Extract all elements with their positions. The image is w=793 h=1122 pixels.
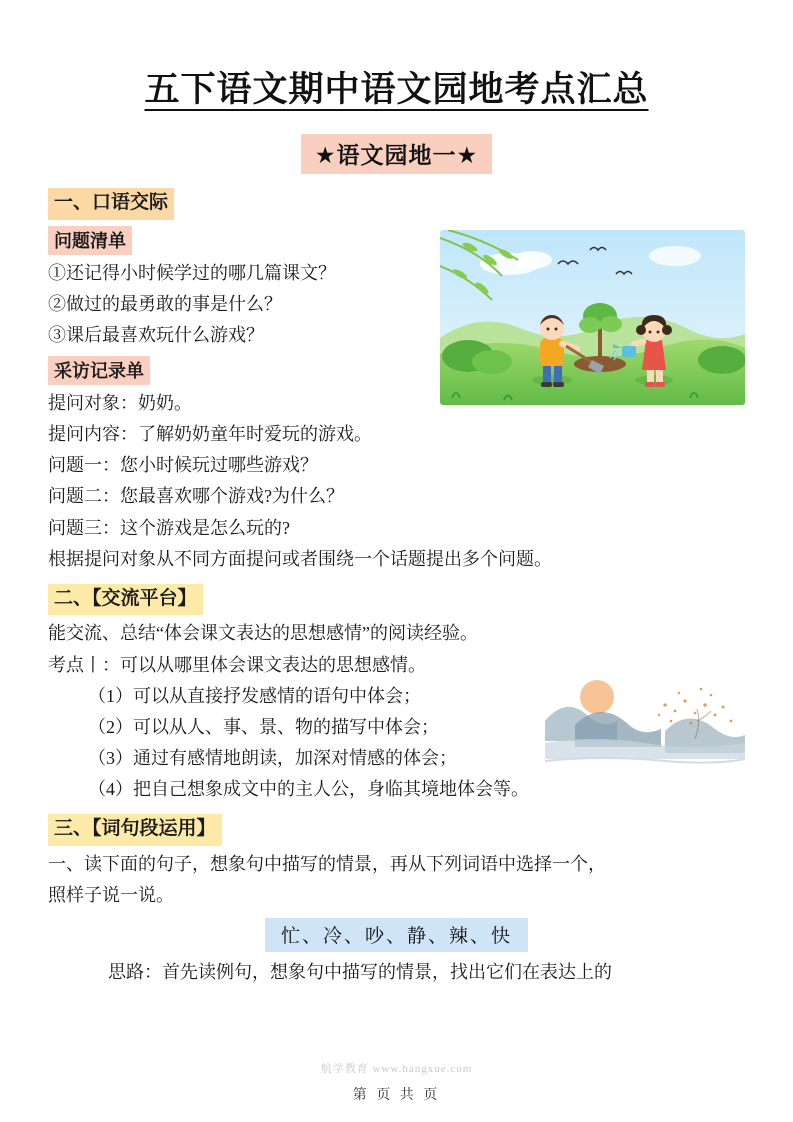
section-3-lead-2: 照样子说一说。 [48,885,174,905]
record-item: 问题三：这个游戏是怎么玩的? [48,517,290,538]
record-item: 提问对象：奶奶。 [48,392,192,413]
section-2-lead: 能交流、总结“体会课文表达的思想感情”的阅读经验。 [48,623,478,644]
section-2-point: 考点丨：可以从哪里体会课文表达的思想感情。 [48,654,426,675]
section-3-heading [48,814,745,846]
banner-label: ★语文园地一★ [301,134,492,174]
record-item: 提问内容：了解奶奶童年时爱玩的游戏。 [48,424,372,445]
section-2-item: （2）可以从人、事、景、物的描写中体会； [88,716,439,737]
section-1-note: 根据提问对象从不同方面提问或者围绕一个话题提出多个问题。 [48,548,552,569]
question-item: ③课后最喜欢玩什么游戏？ [48,324,264,345]
watermark: 航学教育 www.hangxue.com [320,1063,473,1075]
section-1-heading [48,188,745,220]
section-1-sub-1-text: 问题清单 [48,226,132,255]
section-3-heading-text: 三、【词句段运用】 [48,814,222,846]
word-list-text: 忙、冷、吵、静、辣、快 [265,918,528,952]
section-1-sub-2-text: 采访记录单 [48,356,150,385]
section-2-item: （4）把自己想象成文中的主人公，身临其境地体会等。 [88,779,529,800]
section-2-item: （3）通过有感情地朗读，加深对情感的体会； [88,748,457,769]
section-2-heading [48,584,745,616]
page-footer: 第 页 共 页 [352,1088,441,1103]
word-list [48,918,745,952]
section-2-item: （1）可以从直接抒发感情的语句中体会； [88,685,421,706]
section-3-lead-1: 一、读下面的句子，想象句中描写的情景，再从下列词语中选择一个， [48,853,606,874]
section-3-tip: 思路：首先读例句，想象句中描写的情景，找出它们在表达上的 [108,962,612,983]
section-2-heading-text: 二、【交流平台】 [48,584,203,616]
section-2-body [48,651,745,807]
question-item: ②做过的最勇敢的事是什么？ [48,293,282,314]
section-banner [48,134,745,174]
illustration-1-svg [440,230,745,405]
children-planting-tree-illustration [440,230,745,405]
ink-wash-landscape-illustration [545,655,745,773]
page-title: 五下语文期中语文园地考点汇总 [144,70,649,110]
section-1-body [48,226,745,576]
record-item: 问题二：您最喜欢哪个游戏?为什么？ [48,486,344,507]
question-item: ①还记得小时候学过的哪几篇课文？ [48,262,336,283]
illustration-2-svg [545,655,745,773]
section-1-heading-text: 一、口语交际 [48,188,174,220]
record-item: 问题一：您小时候玩过哪些游戏？ [48,455,318,476]
